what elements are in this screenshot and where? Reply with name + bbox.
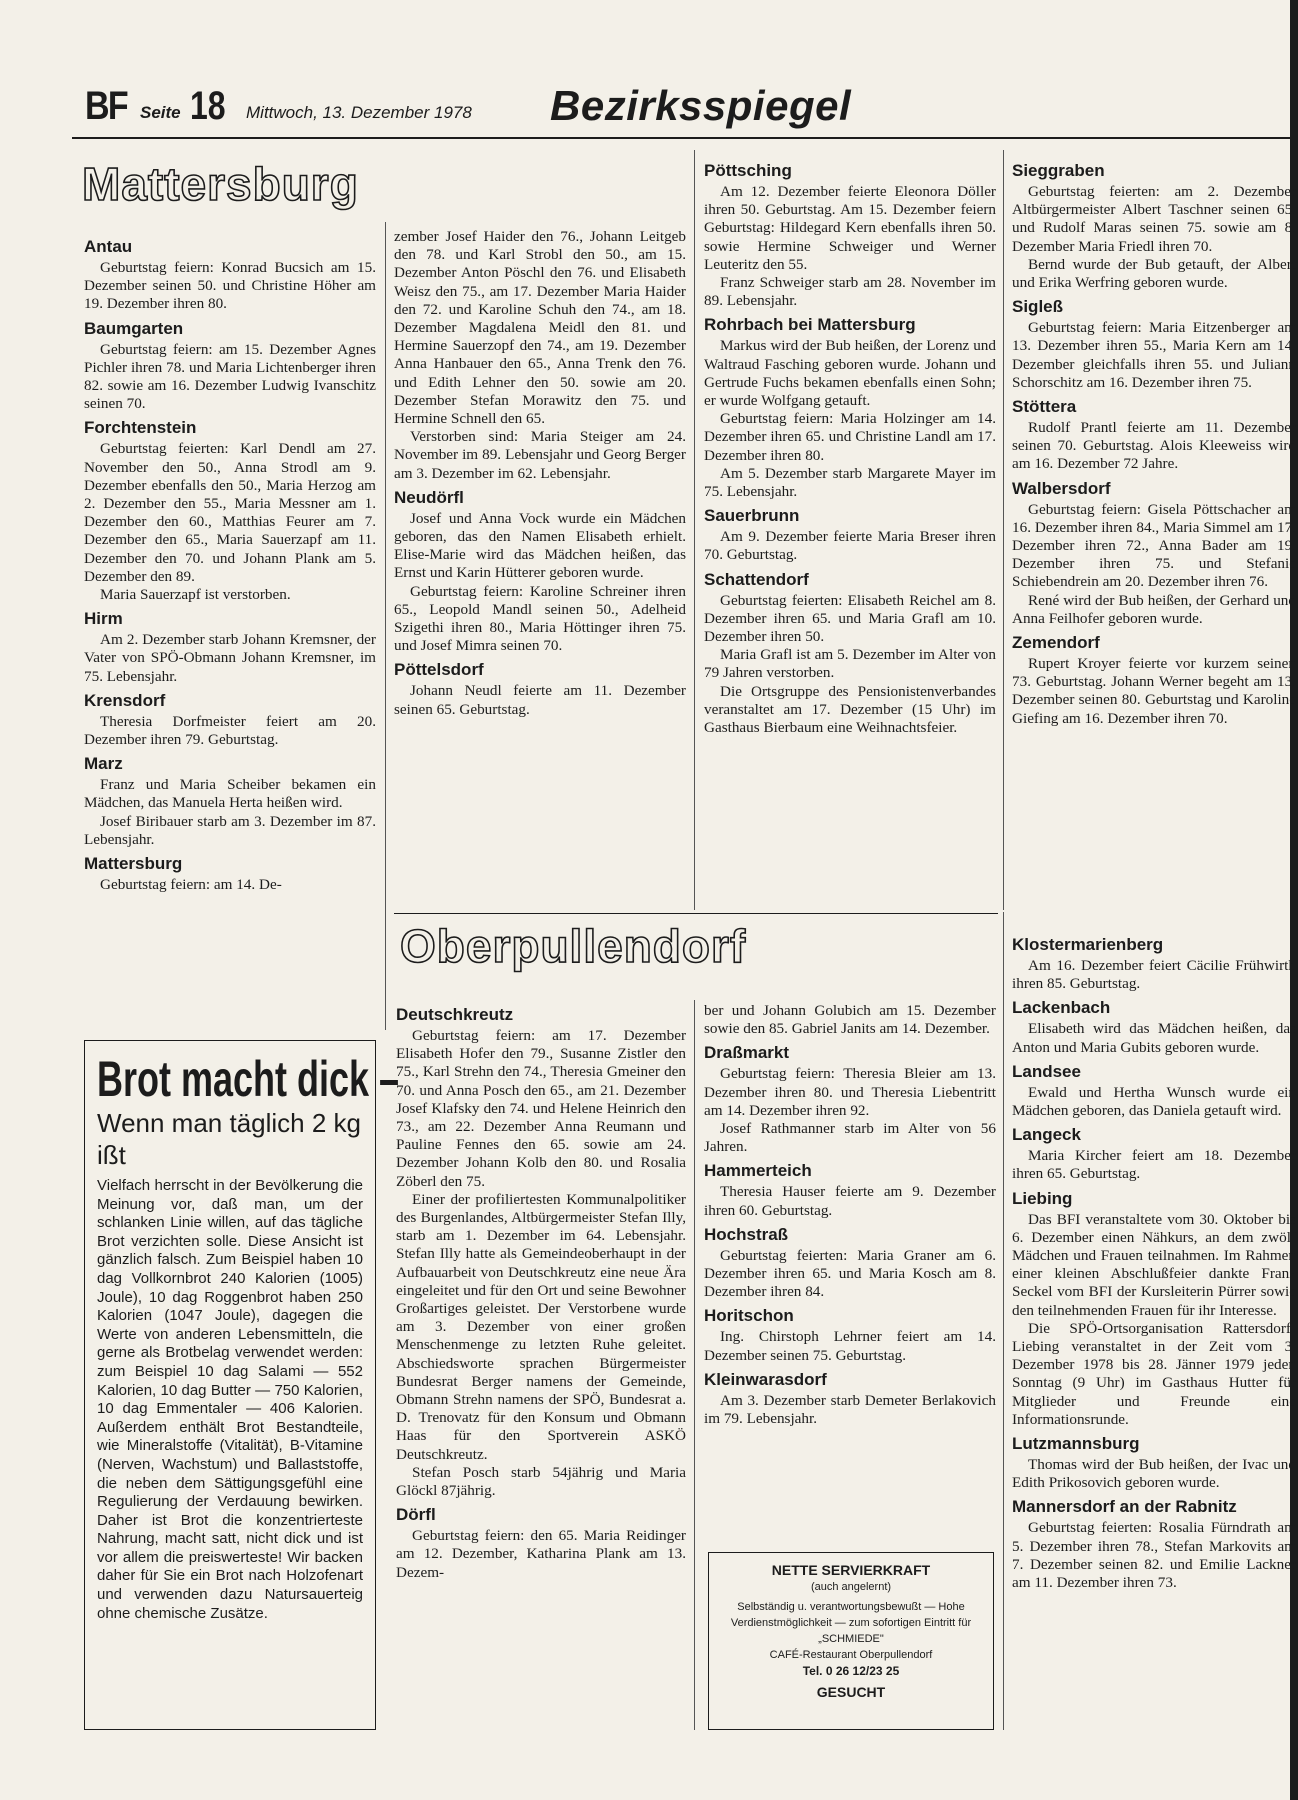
article-heading: Hammerteich	[704, 1161, 812, 1181]
article-paragraph: Markus wird der Bub heißen, der Lorenz und Waltraud Fasching geboren wurde. Johann und Gertrude Fuchs bekamen ebenfalls einen Sohn; er wurde Wolfgang getauft.	[704, 337, 996, 410]
job-advertisement	[708, 1552, 994, 1730]
article	[1012, 1496, 1296, 1592]
column-divider	[694, 150, 695, 910]
article-paragraph: Geburtstag feiern: Theresia Bleier am 13. Dezember ihren 80. und Theresia Liebentritt am 14. Dezember ihren 92.	[704, 1065, 996, 1119]
article-paragraph: Geburtstag feiern: Gisela Pöttschacher am 16. Dezember ihren 84., Maria Simmel am 17. Dezember ihren 72., Anna Bader am 19. Dezember ihren 75. und Stefanie Schiebendrein am 20. Dezember ihren 76.	[1012, 500, 1296, 591]
article-paragraph: Josef und Anna Vock wurde ein Mädchen geboren, das den Namen Elisabeth erhielt. Elise-Marie wird das Mädchen heißen, das Ernst und Karin Hütterer geboren wurde.	[394, 509, 686, 582]
article	[84, 608, 376, 686]
article-heading: Pöttelsdorf	[394, 660, 484, 680]
section-title: Bezirksspiegel	[550, 82, 852, 129]
article-heading: Lackenbach	[1012, 998, 1111, 1018]
article	[1012, 997, 1296, 1056]
column-divider	[1003, 912, 1004, 1730]
article-paragraph: Geburtstag feiern: Konrad Bucsich am 15. Dezember seinen 50. und Christine Höher am 19. Dezember ihren 80.	[84, 259, 376, 313]
article-paragraph: Am 5. Dezember starb Margarete Mayer im 75. Lebensjahr.	[704, 464, 996, 501]
article	[1012, 934, 1296, 993]
article	[1012, 1188, 1296, 1429]
article-heading: Mattersburg	[84, 854, 183, 874]
article	[1012, 1124, 1296, 1183]
column-divider	[1003, 150, 1004, 910]
article-heading: Hochstraß	[704, 1224, 789, 1244]
article-paragraph: Maria Sauerzapf ist verstorben.	[100, 586, 291, 604]
column-divider	[694, 1000, 695, 1730]
article-paragraph: ber und Johann Golubich am 15. Dezember sowie den 85. Gabriel Janits am 14. Dezember.	[704, 1002, 996, 1038]
article	[704, 505, 996, 564]
article	[1012, 1433, 1296, 1492]
article-paragraph: Geburtstag feierten: am 2. Dezember Altbürgermeister Albert Taschner seinen 65. und Rudolf Maras seinen 75. sowie am 8. Dezember Maria Friedl ihren 70.	[1012, 183, 1296, 255]
article-paragraph: Franz Schweiger starb am 28. November im 89. Lebensjahr.	[704, 274, 996, 310]
newspaper-logo: BF	[85, 84, 127, 128]
article	[704, 1224, 996, 1302]
article-heading: Deutschkreutz	[396, 1005, 514, 1024]
article-paragraph: Das BFI veranstaltete vom 30. Oktober bis 6. Dezember einen Nähkurs, an dem zwölf Mädchen und Frauen teilnahmen. Im Rahmen einer kleinen Abschlußfeier dankte Franz Seckel vom BFI der Kursleiterin Pürrer sowie den teilnehmenden Frauen für ihr Interesse.	[1012, 1210, 1296, 1319]
article-paragraph: Geburtstag feiern: am 17. Dezember Elisabeth Hofer den 79., Susanne Zistler den 75., Karl Strehn den 74., Theresia Gmeiner den 70. und Anna Posch den 65., am 21. Dezember Josef Klafsky den 74. und Helene Heinrich den 73., am 22. Dezember Anna Reumann und Pauline Fennes den 65. sowie am 24. Dezember Johann Kolb den 80. und Rosalia Zöberl den 75.	[396, 1027, 686, 1190]
article-paragraph: Einer der profiliertesten Kommunalpolitiker des Burgenlandes, Altbürgermeister Stefan Illy, starb am 1. Dezember im 64. Lebensjahr. Stefan Illy hatte als Gemeindeoberhaupt in der Aufbauarbeit von Deutschkreutz eine neue Ära eingeleitet und für den Ort und seine Bewohner Großartiges geleistet. Der Verstorbene wurde am 3. Dezember von einer großen Menschenmenge zu letzten Ruhe geleitet. Abschiedsworte sprachen Bürgermeister Bundesrat Berger namens der Gemeinde, Obmann Strehn namens der SPÖ, Bundesrat a. D. Trenovatz für den Konsum und Obmann Haas für den Sportverein ASKÖ Deutschkreutz.	[396, 1190, 686, 1463]
article	[1012, 396, 1296, 474]
job-ad-phone: Tel. 0 26 12/23 25	[802, 1664, 900, 1678]
article-paragraph: Geburtstag feiern: Maria Holzinger am 14. Dezember ihren 65. und Christine Landl am 17. Dezember ihren 80.	[704, 410, 996, 464]
article-paragraph: Am 16. Dezember feiert Cäcilie Frühwirth ihren 85. Geburtstag.	[1012, 957, 1296, 993]
column-divider	[385, 222, 386, 1030]
article-heading: Lutzmannsburg	[1012, 1434, 1140, 1454]
article-paragraph: Josef Rathmanner starb im Alter von 56 Jahren.	[704, 1120, 996, 1156]
article-heading: Marz	[84, 754, 123, 774]
article-paragraph: Ing. Chirstoph Lehrner feiert am 14. Dezember seinen 75. Geburtstag.	[704, 1328, 996, 1364]
column-2	[394, 228, 686, 719]
page-number: 18	[190, 84, 226, 128]
article-paragraph: Geburtstag feiern: Maria Eitzenberger am 13. Dezember ihren 55., Maria Kern am 14. Dezember gleichfalls ihren 55. und Juliann Schorschitz am 16. Dezember ihren 75.	[1012, 319, 1296, 391]
article	[704, 1305, 996, 1364]
article	[1012, 478, 1296, 628]
article-paragraph: Geburtstag feiern: den 65. Maria Reidinger am 12. Dezember, Katharina Plank am 13. Dezem-	[396, 1527, 686, 1581]
bread-advertisement	[84, 1040, 400, 1730]
article-heading: Horitschon	[704, 1306, 794, 1326]
article	[704, 1002, 996, 1038]
article	[84, 236, 376, 314]
article-paragraph: Verstorben sind: Maria Steiger am 24. November im 89. Lebensjahr und Georg Berger am 3. Dezember im 62. Lebensjahr.	[394, 428, 686, 482]
article-heading: Sauerbrunn	[704, 506, 800, 526]
article-paragraph: Maria Grafl ist am 5. Dezember im Alter von 79 Jahren verstorben.	[704, 646, 996, 682]
job-ad-place: CAFÉ-Restaurant Oberpullendorf	[769, 1649, 933, 1661]
article-paragraph: Am 2. Dezember starb Johann Kremsner, der Vater von SPÖ-Obmann Johann Kremsner, im 75. Lebensjahr.	[84, 631, 376, 685]
article-heading: Pöttsching	[704, 161, 792, 180]
article-heading: Hirm	[84, 609, 123, 629]
article	[394, 487, 686, 656]
section-rule	[394, 913, 998, 914]
article-heading: Mannersdorf an der Rabnitz	[1012, 1497, 1237, 1517]
column-3-bottom	[704, 1002, 996, 1428]
column-3	[704, 156, 996, 737]
article-heading: Baumgarten	[84, 318, 184, 338]
article	[704, 314, 996, 501]
article-paragraph: Geburtstag feiern: am 14. De-	[100, 876, 282, 894]
article-heading: Neudörfl	[394, 487, 464, 507]
article	[84, 853, 376, 894]
region-title-oberpullendorf: Oberpullendorf	[400, 920, 747, 972]
article-heading: Dörfl	[396, 1505, 436, 1525]
page-label: Seite	[140, 103, 181, 122]
article	[704, 1369, 996, 1428]
article-paragraph: Josef Biribauer starb am 3. Dezember im 87. Lebensjahr.	[84, 812, 376, 848]
article-heading: Landsee	[1012, 1061, 1081, 1081]
masthead-rule	[72, 137, 1290, 139]
article-paragraph: Rudolf Prantl feierte am 11. Dezember seinen 70. Geburtstag. Alois Kleeweiss wird am 16. Dezember 72 Jahre.	[1012, 419, 1296, 473]
article-heading: Walbersdorf	[1012, 478, 1111, 498]
article-heading: Draßmarkt	[704, 1043, 790, 1063]
article-heading: Forchtenstein	[84, 418, 197, 438]
article	[84, 318, 376, 414]
article	[704, 1042, 996, 1156]
column-2-bottom	[396, 1000, 686, 1582]
article-heading: Kleinwarasdorf	[704, 1369, 827, 1389]
article	[704, 1160, 996, 1219]
article-paragraph: Geburtstag feierten: Maria Graner am 6. Dezember ihren 65. und Maria Kosch am 8. Dezember ihren 84.	[704, 1246, 996, 1301]
article	[394, 228, 686, 483]
article-heading: Antau	[84, 237, 133, 256]
article-heading: Zemendorf	[1012, 633, 1100, 653]
article-paragraph: Geburtstag feierten: Elisabeth Reichel am 8. Dezember ihren 65. und Maria Grafl am 10. Dezember ihren 50.	[704, 591, 996, 646]
article-paragraph: Rupert Kroyer feierte vor kurzem seinen 73. Geburtstag. Johann Werner begeht am 13. Dezember seinen 80. Geburtstag und Karoline Giefing am 16. Dezember ihren 70.	[1012, 655, 1296, 727]
article-heading: Klostermarienberg	[1012, 935, 1164, 954]
article-paragraph: Bernd wurde der Bub getauft, der Albert und Erika Werfring geboren wurde.	[1012, 255, 1296, 292]
article-paragraph: Geburtstag feierten: Karl Dendl am 27. November den 50., Anna Strodl am 9. Dezember ebenfalls den 50., Maria Herzog am 2. Dezember den 55., Maria Messner am 1. Dezember den 60., Matthias Feurer am 7. Dezember den 65., Maria Sauerzapf am 11. Dezember den 70. und Johann Plank am 5. Dezember den 89.	[84, 440, 376, 585]
article-paragraph: Theresia Dorfmeister feiert am 20. Dezember ihren 79. Geburtstag.	[84, 712, 376, 749]
article-heading: Sieggraben	[1012, 161, 1105, 180]
article	[396, 1504, 686, 1582]
region-title-mattersburg: Mattersburg	[82, 158, 359, 210]
job-ad-body: Selbständig u. verantwortungsbewußt — Hohe Verdienstmöglichkeit — zum sofortigen Eintritt für	[730, 1601, 972, 1629]
article-paragraph: Am 12. Dezember feierte Eleonora Döller ihren 50. Geburtstag. Am 15. Dezember feiern Geburtstag: Hildegard Kern ebenfalls ihren 50. sowie Hermine Schweiger und Werner Leuteritz den 55.	[704, 183, 996, 273]
article	[1012, 632, 1296, 728]
article-paragraph: Die SPÖ-Ortsorganisation Rattersdorf-Liebing veranstaltet in der Zeit vom 3. Dezember 1978 bis 28. Jänner 1979 jeden Sonntag (9 Uhr) im Gasthaus Hutter für Mitglieder und Freunde eine Informationsrunde.	[1012, 1319, 1296, 1428]
article-heading: Schattendorf	[704, 569, 809, 589]
article	[84, 417, 376, 604]
article-paragraph: Johann Neudl feierte am 11. Dezember seinen 65. Geburtstag.	[394, 682, 686, 718]
article-heading: Stöttera	[1012, 397, 1077, 417]
article-paragraph: Geburtstag feierten: Rosalia Fürndrath am 5. Dezember ihren 78., Stefan Markovits am 7. Dezember seinen 82. und Emilie Lackner am 11. Dezember ihren 73.	[1012, 1519, 1296, 1592]
column-4-bottom	[1012, 930, 1296, 1592]
article	[396, 1004, 686, 1500]
article-paragraph: Thomas wird der Bub heißen, der Ivac und Edith Prikosovich geboren wurde.	[1012, 1456, 1296, 1492]
article-paragraph: Theresia Hauser feierte am 9. Dezember ihren 60. Geburtstag.	[704, 1183, 996, 1219]
article-heading: Rohrbach bei Mattersburg	[704, 315, 916, 335]
article-paragraph: Stefan Posch starb 54jährig und Maria Glöckl 87jährig.	[396, 1463, 686, 1500]
job-ad-title: NETTE SERVIERKRAFT	[771, 1562, 931, 1578]
article	[704, 160, 996, 310]
article	[1012, 1061, 1296, 1120]
article-paragraph: Franz und Maria Scheiber bekamen ein Mädchen, das Manuela Herta heißen wird.	[84, 776, 376, 812]
ad-body: Vielfach herrscht in der Bevölkerung die Meinung vor, daß man, um der schlanken Linie willen, auf das tägliche Brot verzichten solle. Diese Ansicht ist gänzlich falsch. Zum Beispiel haben 10 dag Vollkornbrot 240 Kalorien (1005) Joule), 10 dag Roggenbrot haben 250 Kalorien (1047 Joule), dagegen die Werte von anderen Lebensmitteln, die gerne als Brotbelag verwendet werden: zum Beispiel 10 dag Salami — 552 Kalorien, 10 dag Butter — 750 Kalorien, 10 dag Emmentaler — 406 Kalorien. Außerdem enthält Brot Bestandteile, wie Mineralstoffe (Vitalität), B-Vitamine (Nerven, Wachstum) und Ballaststoffe, die neben dem Sättigungsgefühl eine Regulierung der Verdauung bewirken. Daher ist Brot die konzentrierteste Nahrung, macht satt, nicht dick und ist vor allem die preiswerteste! Wir backen daher für Sie ein Brot nach Holzofenart und verwenden dazu Natursauerteig ohne chemische Zusätze.	[97, 1177, 363, 1622]
ad-subheadline: Wenn man täglich 2 kg ißt	[97, 1108, 361, 1170]
job-ad-venue: „SCHMIEDE"	[818, 1633, 884, 1645]
article-heading: Sigleß	[1012, 297, 1064, 317]
job-ad-subtitle: (auch angelernt)	[810, 1581, 892, 1593]
article-paragraph: Am 3. Dezember starb Demeter Berlakovich im 79. Lebensjahr.	[704, 1391, 996, 1428]
article	[704, 569, 996, 738]
article-heading: Liebing	[1012, 1188, 1073, 1208]
issue-date: Mittwoch, 13. Dezember 1978	[246, 103, 472, 122]
article-paragraph: Elisabeth wird das Mädchen heißen, das Anton und Maria Gubits geboren wurde.	[1012, 1020, 1296, 1056]
article	[1012, 160, 1296, 292]
column-1	[84, 232, 376, 894]
article	[84, 753, 376, 849]
article-paragraph: René wird der Bub heißen, der Gerhard und Anna Feilhofer geboren wurde.	[1012, 591, 1296, 627]
article-paragraph: Maria Kircher feiert am 18. Dezember ihren 65. Geburtstag.	[1012, 1147, 1296, 1183]
article	[1012, 296, 1296, 392]
article-heading: Krensdorf	[84, 690, 166, 710]
job-ad-footer: GESUCHT	[816, 1684, 886, 1700]
article-paragraph: zember Josef Haider den 76., Johann Leitgeb den 78. und Karl Strobl den 50., am 15. Dezember Anton Pöschl den 76. und Elisabeth Weisz den 75., am 17. Dezember Maria Haider den 72. und Karoline Schuh den 74., am 18. Dezember Magdalena Meidl den 81. und Hermine Sauerzopf den 74., am 19. Dezember Anna Hanbauer den 65., Anna Trenk den 76. und Edith Lehner den 50. sowie am 20. Dezember Stefan Morawitz den 75. und Hermine Schnell den 65.	[394, 228, 686, 428]
article	[84, 690, 376, 749]
article-paragraph: Die Ortsgruppe des Pensionistenverbandes veranstaltet am 17. Dezember (15 Uhr) im Gasthaus Bierbaum eine Weihnachtsfeier.	[704, 682, 996, 737]
article-paragraph: Am 9. Dezember feierte Maria Breser ihren 70. Geburtstag.	[704, 528, 996, 564]
article	[394, 659, 686, 718]
ad-headline: Brot macht dick –	[97, 1051, 400, 1107]
article-paragraph: Geburtstag feiern: am 15. Dezember Agnes Pichler ihren 78. und Maria Lichtenberger ihren 82. sowie am 16. Dezember Ludwig Ivanschitz seinen 70.	[84, 340, 376, 413]
article-paragraph: Ewald und Hertha Wunsch wurde ein Mädchen geboren, das Daniela getauft wird.	[1012, 1083, 1296, 1120]
article-paragraph: Geburtstag feiern: Karoline Schreiner ihren 65., Leopold Mandl seinen 50., Adelheid Szigethi ihren 80., Maria Höttinger ihren 75. und Josef Mimra seinen 70.	[394, 582, 686, 655]
column-4-top	[1012, 156, 1296, 728]
article-heading: Langeck	[1012, 1125, 1081, 1145]
